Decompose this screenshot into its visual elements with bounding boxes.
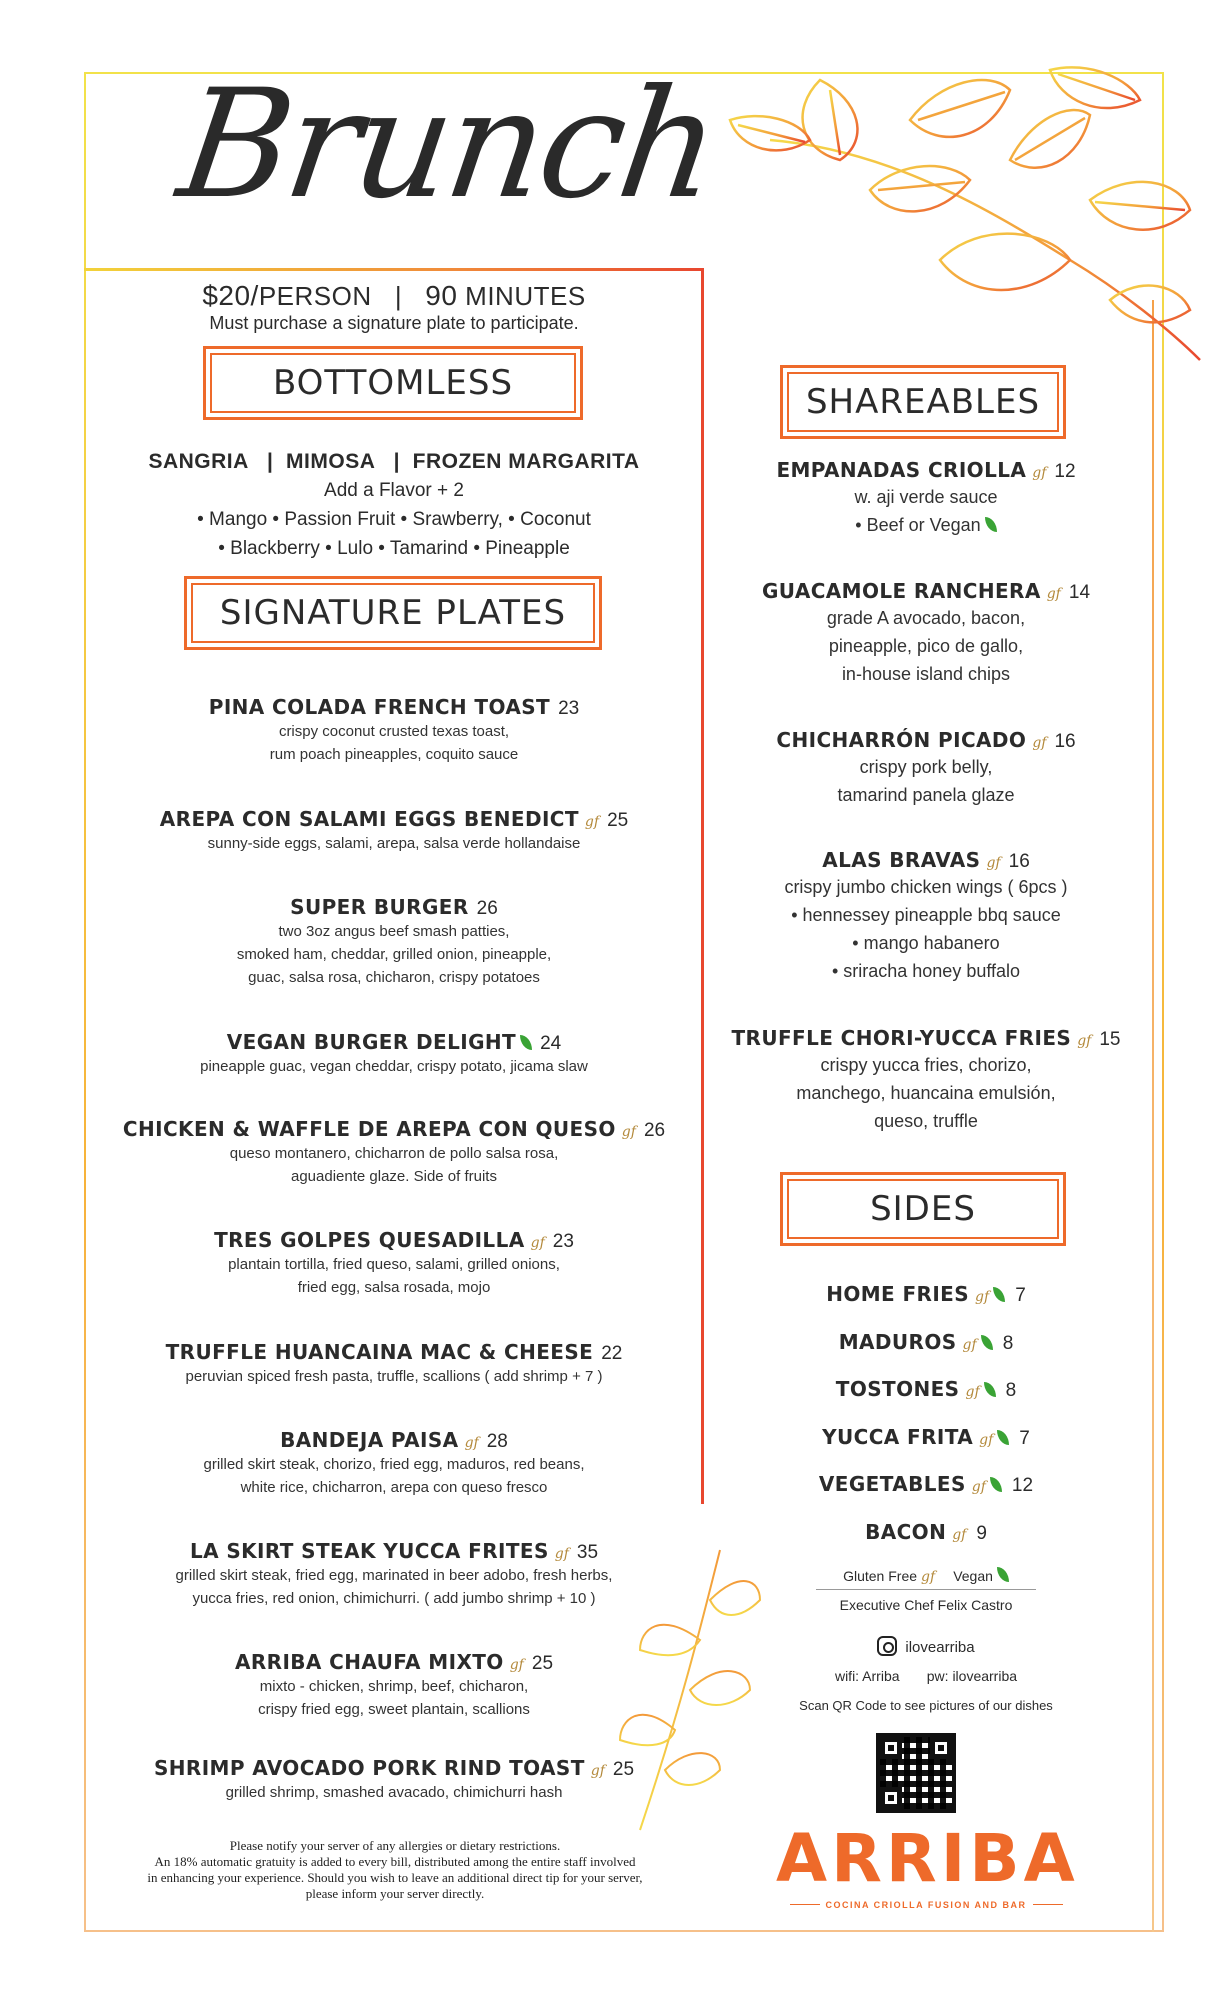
item-name: TOSTONES [835,1377,960,1401]
gluten-free-mark: gf [464,1435,479,1451]
signature-item [84,1030,704,1078]
item-price: 24 [540,1033,562,1054]
gluten-free-mark: gf [1077,1033,1092,1049]
sides-banner: SIDES [780,1172,1066,1246]
item-name: ARRIBA CHAUFA MIXTO [234,1650,504,1674]
price-separator: | [394,281,403,311]
wifi-info [726,1668,1126,1684]
shareable-item [726,458,1126,539]
item-description: • sriracha honey buffalo [831,961,1021,981]
disclaimer-line: Please notify your server of any allergies or dietary restrictions. [229,1838,561,1853]
signature-item [84,895,704,989]
item-name: MADUROS [838,1330,957,1354]
duration-unit: MINUTES [465,281,586,311]
gluten-free-mark: gf [621,1124,636,1140]
item-description: plantain tortilla, fried queso, salami, grilled onions, [228,1256,560,1273]
gluten-free-mark: gf [962,1337,977,1353]
item-description: mixto - chicken, shrimp, beef, chicharon, [259,1678,529,1695]
shareable-item [726,728,1126,809]
item-name: SUPER BURGER [290,895,469,919]
flavor-list-2: • Blackberry • Lulo • Tamarind • Pineapple [218,538,570,559]
item-description: queso, truffle [874,1111,978,1131]
vegan-leaf-icon [997,1430,1009,1445]
gluten-free-mark: gf [530,1235,545,1251]
item-name: CHICHARRÓN PICADO [776,728,1027,752]
gluten-free-mark: gf [1046,586,1061,602]
vegan-leaf-icon [981,1335,993,1350]
item-price: 7 [1015,1285,1026,1306]
gluten-free-mark: gf [979,1432,994,1448]
shareable-item [726,1026,1126,1135]
signature-item [84,1650,704,1721]
signature-item [84,1117,704,1188]
item-description: peruvian spiced fresh pasta, truffle, scallions ( add shrimp + 7 ) [185,1368,603,1385]
item-description: crispy yucca fries, chorizo, [820,1055,1032,1075]
item-name: YUCCA FRITA [822,1425,974,1449]
signature-item [84,1340,704,1388]
item-name: TRES GOLPES QUESADILLA [214,1228,525,1252]
item-description: grilled skirt steak, fried egg, marinated in beer adobo, fresh herbs, [175,1567,613,1584]
gluten-free-mark: gf [986,855,1001,871]
diet-legend [816,1567,1036,1590]
item-price: 16 [1008,851,1030,872]
item-price: 16 [1054,731,1076,752]
side-item [726,1377,1126,1402]
qr-finder [880,1737,902,1759]
item-description: grilled skirt steak, chorizo, fried egg, maduros, red beans, [203,1456,585,1473]
side-item [726,1330,1126,1355]
item-price: 26 [476,898,498,919]
signature-item [84,1228,704,1299]
item-description: aguadiente glaze. Side of fruits [291,1168,497,1185]
leaf-branch-decoration-icon [690,60,1210,390]
signature-item [84,1756,704,1804]
item-description: guac, salsa rosa, chicharon, crispy potatoes [248,969,540,986]
side-item [726,1282,1126,1307]
gluten-free-mark: gf [554,1546,569,1562]
item-name: GUACAMOLE RANCHERA [761,579,1041,603]
signature-plates-banner: SIGNATURE PLATES [184,576,602,650]
item-price: 23 [558,698,580,719]
item-name: EMPANADAS CRIOLLA [776,458,1027,482]
disclaimer-line: An 18% automatic gratuity is added to every bill, distributed among the entire staff involved [154,1854,636,1869]
item-description: tamarind panela glaze [837,785,1015,805]
item-description: crispy fried egg, sweet plantain, scallions [258,1701,530,1718]
item-description: grade A avocado, bacon, [826,608,1026,628]
instagram-handle-text: ilovearriba [905,1639,975,1656]
item-description: w. aji verde sauce [854,487,998,507]
item-description: in-house island chips [841,664,1011,684]
shareable-item [726,579,1126,688]
item-name: LA SKIRT STEAK YUCCA FRITES [189,1539,549,1563]
item-description: manchego, huancaina emulsión, [796,1083,1056,1103]
signature-item [84,1539,704,1610]
bottomless-drinks: SANGRIA | MIMOSA | FROZEN MARGARITA [148,450,640,473]
qr-code[interactable] [876,1733,956,1813]
legend-gluten-free-label: Gluten Free [843,1568,918,1584]
item-price: 35 [576,1542,599,1563]
gluten-free-mark: gf [1032,735,1047,751]
legend-vegan-label: Vegan [953,1568,993,1584]
gluten-free-mark: gf [975,1289,990,1305]
vegan-leaf-icon [990,1477,1002,1492]
gluten-free-mark: gf [590,1763,605,1779]
instagram-icon [877,1636,897,1656]
item-description: grilled shrimp, smashed avacado, chimichurri hash [225,1784,563,1801]
item-price: 8 [1005,1380,1017,1401]
page-title: Brunch [169,58,726,232]
side-item [726,1520,1126,1545]
gluten-free-mark: gf [971,1479,986,1495]
item-name: CHICKEN & WAFFLE DE AREPA CON QUESO [122,1117,616,1141]
gluten-free-mark: gf [1032,465,1047,481]
gluten-free-mark: gf [509,1657,524,1673]
item-name: BANDEJA PAISA [280,1428,459,1452]
gluten-free-mark: gf [952,1527,967,1543]
qr-note: Scan QR Code to see pictures of our dishes [799,1698,1053,1713]
disclaimer-line: please inform your server directly. [305,1886,485,1901]
item-description: sunny-side eggs, salami, arepa, salsa verde hollandaise [207,835,581,852]
side-item [726,1425,1126,1450]
item-name: ALAS BRAVAS [822,848,981,872]
qr-finder [880,1787,902,1809]
disclaimer-line: in enhancing your experience. Should you wish to leave an additional direct tip for your server, [147,1870,643,1885]
arriba-logo-tagline: COCINA CRIOLLA FUSION AND BAR [776,1900,1076,1910]
item-price: 25 [607,810,629,831]
side-item [726,1472,1126,1497]
vegan-leaf-icon [997,1567,1009,1582]
signature-item [84,695,704,766]
item-description: white rice, chicharron, arepa con queso fresco [240,1479,548,1496]
item-description: • Beef or Vegan [855,515,981,535]
item-price: 15 [1099,1029,1121,1050]
price-unit: PERSON [258,281,372,311]
item-name: BACON [865,1520,947,1544]
item-description: smoked ham, cheddar, grilled onion, pineapple, [236,946,552,963]
duration-value: 90 [425,280,458,311]
arriba-logo: ARRIBA [776,1820,1079,1897]
item-description: rum poach pineapples, coquito sauce [269,746,519,763]
item-price: 22 [601,1343,623,1364]
item-description: • mango habanero [852,933,1000,953]
item-price: 9 [976,1523,987,1544]
qr-finder [930,1737,952,1759]
item-description: pineapple, pico de gallo, [828,636,1024,656]
item-price: 14 [1068,582,1091,603]
shareables-banner: SHAREABLES [780,365,1066,439]
item-description: fried egg, salsa rosada, mojo [297,1279,491,1296]
executive-chef: Executive Chef Felix Castro [839,1597,1013,1613]
item-description: queso montanero, chicharron de pollo salsa rosa, [229,1145,559,1162]
item-name: HOME FRIES [826,1282,970,1306]
flavor-add: Add a Flavor + 2 [324,480,464,501]
wifi-password: pw: ilovearriba [926,1668,1018,1684]
item-price: 26 [643,1120,666,1141]
price-line [84,280,704,312]
instagram-handle[interactable] [726,1636,1126,1656]
item-price: 8 [1002,1333,1014,1354]
signature-item [84,1428,704,1499]
right-column-border [1152,300,1154,1932]
vegan-leaf-icon [993,1287,1005,1302]
item-price: 23 [552,1231,574,1252]
item-name: SHRIMP AVOCADO PORK RIND TOAST [153,1756,585,1780]
item-name: TRUFFLE CHORI-YUCCA FRIES [731,1026,1072,1050]
vegan-leaf-icon [985,517,997,532]
shareable-item [726,848,1126,985]
legend-gf-mark: gf [921,1569,936,1585]
item-price: 12 [1054,461,1076,482]
gluten-free-mark: gf [584,814,600,830]
item-description: crispy jumbo chicken wings ( 6pcs ) [784,877,1068,897]
item-name: VEGAN BURGER DELIGHT [226,1030,517,1054]
item-description: • hennessey pineapple bbq sauce [791,905,1061,925]
vegan-leaf-icon [520,1035,532,1050]
item-name: VEGETABLES [818,1472,966,1496]
gluten-free-mark: gf [965,1384,980,1400]
participation-note: Must purchase a signature plate to participate. [209,313,579,333]
item-description: pineapple guac, vegan cheddar, crispy potato, jicama slaw [200,1058,588,1075]
signature-item [84,807,704,855]
price-amount: $20/ [202,280,259,311]
item-description: yucca fries, red onion, chimichurri. ( add jumbo shrimp + 10 ) [192,1590,596,1607]
item-description: crispy pork belly, [859,757,993,777]
disclaimer [90,1838,700,1902]
item-description: two 3oz angus beef smash patties, [278,923,510,940]
item-description: crispy coconut crusted texas toast, [278,723,510,740]
bottomless-banner: BOTTOMLESS [203,346,583,420]
vegan-leaf-icon [984,1382,996,1397]
item-name: TRUFFLE HUANCAINA MAC & CHEESE [165,1340,594,1364]
item-price: 25 [612,1759,635,1780]
item-price: 25 [531,1653,554,1674]
item-name: AREPA CON SALAMI EGGS BENEDICT [159,807,579,831]
item-price: 28 [486,1431,508,1452]
item-price: 7 [1019,1428,1030,1449]
wifi-name: wifi: Arriba [834,1668,900,1684]
flavor-list-1: • Mango • Passion Fruit • Srawberry, • Coconut [197,509,591,530]
item-price: 12 [1011,1475,1034,1496]
item-name: PINA COLADA FRENCH TOAST [208,695,551,719]
